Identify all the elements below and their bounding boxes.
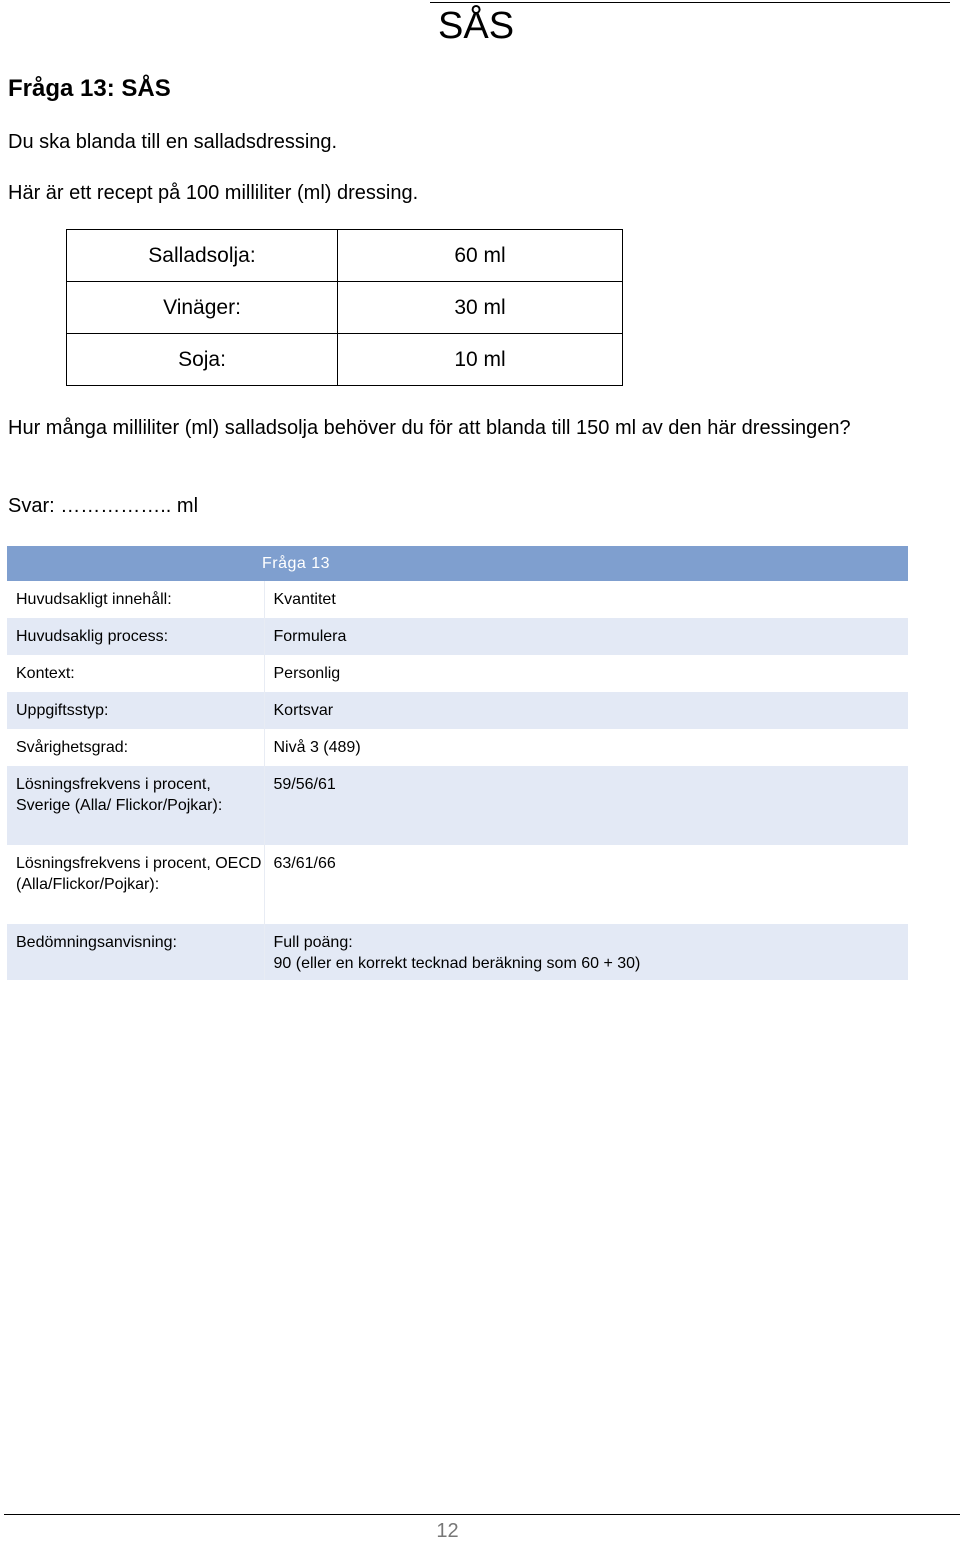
recipe-row [67, 282, 623, 334]
recipe-amount: 10 ml [338, 334, 623, 386]
info-value [264, 924, 908, 980]
info-header-row [7, 546, 908, 581]
info-value: Kortsvar [264, 692, 908, 729]
scoring-detail: 90 (eller en korrekt tecknad beräkning som 60 + 30) [273, 955, 641, 972]
info-key: Huvudsaklig process: [7, 618, 264, 655]
footer-rule [4, 1514, 960, 1515]
info-value: 59/56/61 [264, 766, 908, 845]
recipe-amount: 30 ml [338, 282, 623, 334]
info-key: Lösningsfrekvens i procent, OECD (Alla/Flickor/Pojkar): [7, 845, 264, 924]
info-value: Formulera [264, 618, 908, 655]
info-value: 63/61/66 [264, 845, 908, 924]
recipe-amount: 60 ml [338, 230, 623, 282]
info-row [7, 692, 908, 729]
info-row [7, 845, 908, 924]
intro-line-1: Du ska blanda till en salladsdressing. [8, 131, 338, 153]
info-key: Lösningsfrekvens i procent, Sverige (Alla/ Flickor/Pojkar): [7, 766, 264, 845]
recipe-ingredient: Salladsolja: [67, 230, 338, 282]
info-value: Personlig [264, 655, 908, 692]
info-row [7, 581, 908, 618]
recipe-ingredient: Vinäger: [67, 282, 338, 334]
info-row [7, 655, 908, 692]
info-row [7, 924, 908, 980]
info-key: Huvudsakligt innehåll: [7, 581, 264, 618]
item-info-table [7, 546, 908, 980]
page-header-title: SÅS [438, 5, 515, 47]
info-row [7, 618, 908, 655]
info-key: Bedömningsanvisning: [7, 924, 264, 980]
info-row [7, 729, 908, 766]
info-key: Svårighetsgrad: [7, 729, 264, 766]
info-header: Fråga 13 [7, 546, 908, 581]
scoring-label: Full poäng: [273, 934, 353, 951]
recipe-row [67, 334, 623, 386]
info-value: Nivå 3 (489) [264, 729, 908, 766]
recipe-row [67, 230, 623, 282]
info-key: Kontext: [7, 655, 264, 692]
question-text: Hur många milliliter (ml) salladsolja behöver du för att blanda till 150 ml av den här dressingen? [8, 417, 851, 439]
info-value: Kvantitet [264, 581, 908, 618]
question-title: Fråga 13: SÅS [8, 75, 171, 102]
recipe-ingredient: Soja: [67, 334, 338, 386]
intro-line-2: Här är ett recept på 100 milliliter (ml) dressing. [8, 182, 419, 204]
info-key: Uppgiftsstyp: [7, 692, 264, 729]
recipe-table [66, 229, 623, 386]
answer-line: Svar: …………….. ml [8, 495, 199, 517]
page-number: 12 [436, 1520, 459, 1542]
info-row [7, 766, 908, 845]
